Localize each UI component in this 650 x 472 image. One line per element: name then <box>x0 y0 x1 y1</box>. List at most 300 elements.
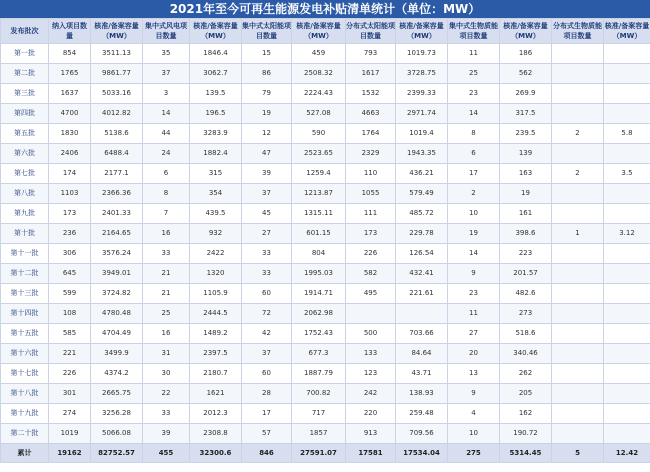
page-title: 2021年至今可再生能源发电补贴清单统计（单位：MW） <box>0 0 650 18</box>
table-cell: 1995.03 <box>292 264 346 284</box>
table-cell <box>552 284 604 304</box>
table-cell <box>604 44 650 64</box>
table-cell: 495 <box>346 284 396 304</box>
table-cell: 273 <box>500 304 552 324</box>
column-header: 集中式风电项目数量 <box>143 19 190 44</box>
table-cell: 190.72 <box>500 424 552 444</box>
table-cell: 9 <box>448 384 500 404</box>
batch-cell: 第十五批 <box>1 324 49 344</box>
table-cell: 2 <box>448 184 500 204</box>
total-cell: 17581 <box>346 444 396 463</box>
table-cell: 4780.48 <box>91 304 143 324</box>
table-row <box>1 404 650 424</box>
table-cell: 111 <box>346 204 396 224</box>
table-cell: 5138.6 <box>91 124 143 144</box>
table-cell: 645 <box>49 264 91 284</box>
table-cell: 804 <box>292 244 346 264</box>
table-cell <box>604 244 650 264</box>
total-cell: 12.42 <box>604 444 650 463</box>
table-cell: 1846.4 <box>190 44 242 64</box>
table-cell: 86 <box>242 64 292 84</box>
table-cell: 108 <box>49 304 91 324</box>
table-cell <box>552 364 604 384</box>
batch-cell: 第十七批 <box>1 364 49 384</box>
total-label: 累计 <box>1 444 49 463</box>
table-cell: 60 <box>242 364 292 384</box>
table-cell: 39 <box>143 424 190 444</box>
table-cell: 17 <box>448 164 500 184</box>
column-header: 发布批次 <box>1 19 49 44</box>
table-cell: 436.21 <box>396 164 448 184</box>
column-header: 核准/备案容量（MW） <box>500 19 552 44</box>
table-cell: 226 <box>49 364 91 384</box>
table-cell: 677.3 <box>292 344 346 364</box>
table-row <box>1 284 650 304</box>
table-cell: 700.82 <box>292 384 346 404</box>
table-cell: 27 <box>242 224 292 244</box>
table-cell: 10 <box>448 204 500 224</box>
batch-cell: 第十批 <box>1 224 49 244</box>
table-cell: 1213.87 <box>292 184 346 204</box>
table-cell: 518.6 <box>500 324 552 344</box>
table-cell: 44 <box>143 124 190 144</box>
table-cell: 37 <box>143 64 190 84</box>
table-cell: 9861.77 <box>91 64 143 84</box>
table-cell: 12 <box>242 124 292 144</box>
table-cell: 13 <box>448 364 500 384</box>
table-cell: 398.6 <box>500 224 552 244</box>
table-cell: 162 <box>500 404 552 424</box>
table-cell: 8 <box>448 124 500 144</box>
table-cell: 47 <box>242 144 292 164</box>
table-cell: 84.64 <box>396 344 448 364</box>
table-cell: 3062.7 <box>190 64 242 84</box>
table-cell <box>604 284 650 304</box>
table-cell: 72 <box>242 304 292 324</box>
table-cell: 7 <box>143 204 190 224</box>
table-cell: 1887.79 <box>292 364 346 384</box>
table-cell: 2180.7 <box>190 364 242 384</box>
table-cell <box>552 184 604 204</box>
table-cell <box>552 104 604 124</box>
table-cell: 33 <box>242 244 292 264</box>
table-cell: 1914.71 <box>292 284 346 304</box>
table-cell: 601.15 <box>292 224 346 244</box>
table-cell: 24 <box>143 144 190 164</box>
table-cell <box>604 204 650 224</box>
total-cell: 17534.04 <box>396 444 448 463</box>
table-cell: 10 <box>448 424 500 444</box>
table-cell: 133 <box>346 344 396 364</box>
column-header: 集中式太阳能项目数量 <box>242 19 292 44</box>
table-cell <box>552 324 604 344</box>
header-row <box>1 19 650 44</box>
table-cell: 221 <box>49 344 91 364</box>
table-cell: 582 <box>346 264 396 284</box>
table-cell: 2422 <box>190 244 242 264</box>
table-cell <box>552 344 604 364</box>
table-cell <box>604 104 650 124</box>
table-cell: 1765 <box>49 64 91 84</box>
table-cell: 11 <box>448 304 500 324</box>
table-cell <box>552 84 604 104</box>
table-cell: 60 <box>242 284 292 304</box>
table-footer <box>1 444 650 463</box>
table-cell <box>604 384 650 404</box>
table-cell <box>552 204 604 224</box>
batch-cell: 第一批 <box>1 44 49 64</box>
table-cell: 23 <box>448 284 500 304</box>
table-cell <box>604 64 650 84</box>
batch-cell: 第七批 <box>1 164 49 184</box>
batch-cell: 第二十批 <box>1 424 49 444</box>
table-cell: 110 <box>346 164 396 184</box>
total-cell: 27591.07 <box>292 444 346 463</box>
table-cell: 8 <box>143 184 190 204</box>
table-cell: 1019.73 <box>396 44 448 64</box>
batch-cell: 第十二批 <box>1 264 49 284</box>
table-cell: 1752.43 <box>292 324 346 344</box>
table-cell: 19 <box>448 224 500 244</box>
table-cell: 3724.82 <box>91 284 143 304</box>
table-cell: 33 <box>242 264 292 284</box>
table-cell: 599 <box>49 284 91 304</box>
table-cell: 2397.5 <box>190 344 242 364</box>
column-header: 集中式生物质能项目数量 <box>448 19 500 44</box>
table-cell: 4700 <box>49 104 91 124</box>
table-cell: 3 <box>143 84 190 104</box>
table-cell: 1830 <box>49 124 91 144</box>
table-cell: 354 <box>190 184 242 204</box>
table-cell <box>604 404 650 424</box>
total-cell: 275 <box>448 444 500 463</box>
table-cell: 1943.35 <box>396 144 448 164</box>
table-cell: 27 <box>448 324 500 344</box>
table-row <box>1 264 650 284</box>
table-body <box>1 44 650 444</box>
table-cell <box>552 64 604 84</box>
table-cell: 274 <box>49 404 91 424</box>
table-cell: 439.5 <box>190 204 242 224</box>
table-cell: 3.5 <box>604 164 650 184</box>
table-cell: 317.5 <box>500 104 552 124</box>
table-cell: 2399.33 <box>396 84 448 104</box>
column-header: 核准/备案容量（MW） <box>190 19 242 44</box>
table-cell: 340.46 <box>500 344 552 364</box>
table-cell: 57 <box>242 424 292 444</box>
table-cell: 2177.1 <box>91 164 143 184</box>
table-row <box>1 164 650 184</box>
table-cell: 201.57 <box>500 264 552 284</box>
table-cell: 1055 <box>346 184 396 204</box>
table-cell: 1320 <box>190 264 242 284</box>
table-cell: 19 <box>500 184 552 204</box>
batch-cell: 第十四批 <box>1 304 49 324</box>
table-cell <box>552 424 604 444</box>
table-cell: 717 <box>292 404 346 424</box>
table-cell: 31 <box>143 344 190 364</box>
table-cell: 39 <box>242 164 292 184</box>
table-cell: 229.78 <box>396 224 448 244</box>
table-cell <box>604 184 650 204</box>
table-cell: 2164.65 <box>91 224 143 244</box>
table-cell: 306 <box>49 244 91 264</box>
table-cell: 223 <box>500 244 552 264</box>
table-cell: 562 <box>500 64 552 84</box>
table-cell: 6488.4 <box>91 144 143 164</box>
table-cell: 269.9 <box>500 84 552 104</box>
batch-cell: 第十一批 <box>1 244 49 264</box>
table-cell: 3256.28 <box>91 404 143 424</box>
table-cell: 6 <box>143 164 190 184</box>
table-cell <box>604 324 650 344</box>
table-cell: 2971.74 <box>396 104 448 124</box>
total-cell: 32300.6 <box>190 444 242 463</box>
table-cell: 138.93 <box>396 384 448 404</box>
table-cell: 4374.2 <box>91 364 143 384</box>
table-cell: 932 <box>190 224 242 244</box>
table-cell: 2366.36 <box>91 184 143 204</box>
table-cell: 174 <box>49 164 91 184</box>
table-cell: 79 <box>242 84 292 104</box>
table-cell: 854 <box>49 44 91 64</box>
table-cell: 33 <box>143 244 190 264</box>
table-cell: 16 <box>143 324 190 344</box>
batch-cell: 第三批 <box>1 84 49 104</box>
table-cell: 1019.4 <box>396 124 448 144</box>
batch-cell: 第四批 <box>1 104 49 124</box>
table-cell: 793 <box>346 44 396 64</box>
batch-cell: 第九批 <box>1 204 49 224</box>
batch-cell: 第二批 <box>1 64 49 84</box>
table-cell: 2224.43 <box>292 84 346 104</box>
table-cell: 37 <box>242 184 292 204</box>
table-cell: 4 <box>448 404 500 424</box>
table-cell: 19 <box>242 104 292 124</box>
table-cell: 459 <box>292 44 346 64</box>
table-cell: 163 <box>500 164 552 184</box>
table-cell: 221.61 <box>396 284 448 304</box>
table-cell <box>604 264 650 284</box>
table-cell: 25 <box>143 304 190 324</box>
column-header: 分布式太阳能项目数量 <box>346 19 396 44</box>
table-row <box>1 424 650 444</box>
batch-cell: 第六批 <box>1 144 49 164</box>
table-cell: 23 <box>448 84 500 104</box>
table-cell <box>604 144 650 164</box>
table-cell: 196.5 <box>190 104 242 124</box>
table-cell <box>552 264 604 284</box>
table-cell: 590 <box>292 124 346 144</box>
total-row <box>1 444 650 463</box>
total-cell: 846 <box>242 444 292 463</box>
table-cell: 33 <box>143 404 190 424</box>
table-row <box>1 344 650 364</box>
table-cell: 5033.16 <box>91 84 143 104</box>
column-header: 核准/备案容量（MW） <box>604 19 650 44</box>
table-cell <box>396 304 448 324</box>
column-header: 分布式生物质能项目数量 <box>552 19 604 44</box>
table-cell: 432.41 <box>396 264 448 284</box>
table-cell: 17 <box>242 404 292 424</box>
table-cell: 239.5 <box>500 124 552 144</box>
table-cell: 43.71 <box>396 364 448 384</box>
table-cell: 236 <box>49 224 91 244</box>
table-row <box>1 204 650 224</box>
table-cell: 173 <box>346 224 396 244</box>
table-cell: 709.56 <box>396 424 448 444</box>
table-cell: 1857 <box>292 424 346 444</box>
batch-cell: 第十六批 <box>1 344 49 364</box>
table-cell: 262 <box>500 364 552 384</box>
table-cell: 315 <box>190 164 242 184</box>
table-cell: 242 <box>346 384 396 404</box>
table-cell: 3499.9 <box>91 344 143 364</box>
table-cell: 3949.01 <box>91 264 143 284</box>
table-cell: 22 <box>143 384 190 404</box>
table-cell: 20 <box>448 344 500 364</box>
table-row <box>1 304 650 324</box>
table-cell: 28 <box>242 384 292 404</box>
table-cell <box>552 44 604 64</box>
table-cell: 2401.33 <box>91 204 143 224</box>
table-cell <box>346 304 396 324</box>
table-cell: 35 <box>143 44 190 64</box>
table-cell <box>552 304 604 324</box>
table-row <box>1 124 650 144</box>
subsidy-list-table <box>0 18 650 463</box>
table-cell <box>604 424 650 444</box>
table-row <box>1 324 650 344</box>
batch-cell: 第十三批 <box>1 284 49 304</box>
table-cell: 205 <box>500 384 552 404</box>
table-row <box>1 364 650 384</box>
table-cell: 4012.82 <box>91 104 143 124</box>
table-cell: 500 <box>346 324 396 344</box>
table-cell: 4663 <box>346 104 396 124</box>
table-cell: 1489.2 <box>190 324 242 344</box>
table-cell: 2 <box>552 124 604 144</box>
table-cell: 585 <box>49 324 91 344</box>
table-cell: 14 <box>448 244 500 264</box>
table-cell: 186 <box>500 44 552 64</box>
table-cell: 1882.4 <box>190 144 242 164</box>
table-row <box>1 44 650 64</box>
batch-cell: 第十九批 <box>1 404 49 424</box>
table-cell: 123 <box>346 364 396 384</box>
table-cell: 161 <box>500 204 552 224</box>
table-cell <box>552 144 604 164</box>
table-cell: 14 <box>448 104 500 124</box>
total-cell: 5 <box>552 444 604 463</box>
table-cell: 15 <box>242 44 292 64</box>
batch-cell: 第五批 <box>1 124 49 144</box>
table-cell: 2329 <box>346 144 396 164</box>
table-cell: 5066.08 <box>91 424 143 444</box>
table-cell <box>604 304 650 324</box>
column-header: 纳入项目数量 <box>49 19 91 44</box>
table-row <box>1 144 650 164</box>
table-cell: 913 <box>346 424 396 444</box>
table-cell: 703.66 <box>396 324 448 344</box>
table-cell: 259.48 <box>396 404 448 424</box>
table-cell: 6 <box>448 144 500 164</box>
table-cell: 37 <box>242 344 292 364</box>
table-cell <box>604 84 650 104</box>
table-cell: 1532 <box>346 84 396 104</box>
table-cell: 3576.24 <box>91 244 143 264</box>
table-cell: 4704.49 <box>91 324 143 344</box>
total-cell: 455 <box>143 444 190 463</box>
table-row <box>1 244 650 264</box>
table-cell: 1617 <box>346 64 396 84</box>
table-row <box>1 84 650 104</box>
table-cell: 11 <box>448 44 500 64</box>
table-cell: 2523.65 <box>292 144 346 164</box>
table-cell: 173 <box>49 204 91 224</box>
table-cell: 1764 <box>346 124 396 144</box>
table-cell: 2308.8 <box>190 424 242 444</box>
table-cell: 301 <box>49 384 91 404</box>
table-cell: 139 <box>500 144 552 164</box>
table-cell: 21 <box>143 264 190 284</box>
table-cell: 2665.75 <box>91 384 143 404</box>
table-cell: 220 <box>346 404 396 424</box>
table-cell: 45 <box>242 204 292 224</box>
total-cell: 5314.45 <box>500 444 552 463</box>
table-cell: 14 <box>143 104 190 124</box>
table-cell: 1103 <box>49 184 91 204</box>
table-cell: 3511.13 <box>91 44 143 64</box>
table-cell: 5.8 <box>604 124 650 144</box>
table-cell: 1019 <box>49 424 91 444</box>
table-cell: 9 <box>448 264 500 284</box>
column-header: 核准/备案容量（MW） <box>396 19 448 44</box>
table-cell: 1105.9 <box>190 284 242 304</box>
table-cell: 527.08 <box>292 104 346 124</box>
batch-cell: 第十八批 <box>1 384 49 404</box>
table-cell: 3.12 <box>604 224 650 244</box>
table-cell: 1315.11 <box>292 204 346 224</box>
table-cell: 579.49 <box>396 184 448 204</box>
table-cell <box>552 384 604 404</box>
table-cell: 2406 <box>49 144 91 164</box>
batch-cell: 第八批 <box>1 184 49 204</box>
table-cell: 1637 <box>49 84 91 104</box>
table-cell <box>552 244 604 264</box>
table-cell: 126.54 <box>396 244 448 264</box>
table-cell <box>604 364 650 384</box>
table-row <box>1 64 650 84</box>
table-cell: 2062.98 <box>292 304 346 324</box>
table-cell: 25 <box>448 64 500 84</box>
total-cell: 19162 <box>49 444 91 463</box>
table-cell: 226 <box>346 244 396 264</box>
table-row <box>1 384 650 404</box>
table-row <box>1 224 650 244</box>
table-cell: 2508.32 <box>292 64 346 84</box>
table-cell: 2012.3 <box>190 404 242 424</box>
column-header: 核准/备案容量（MW） <box>91 19 143 44</box>
total-cell: 82752.57 <box>91 444 143 463</box>
table-cell: 139.5 <box>190 84 242 104</box>
table-cell: 16 <box>143 224 190 244</box>
table-cell <box>604 344 650 364</box>
table-cell: 30 <box>143 364 190 384</box>
table-cell: 1 <box>552 224 604 244</box>
table-cell: 2 <box>552 164 604 184</box>
table-cell: 1259.4 <box>292 164 346 184</box>
